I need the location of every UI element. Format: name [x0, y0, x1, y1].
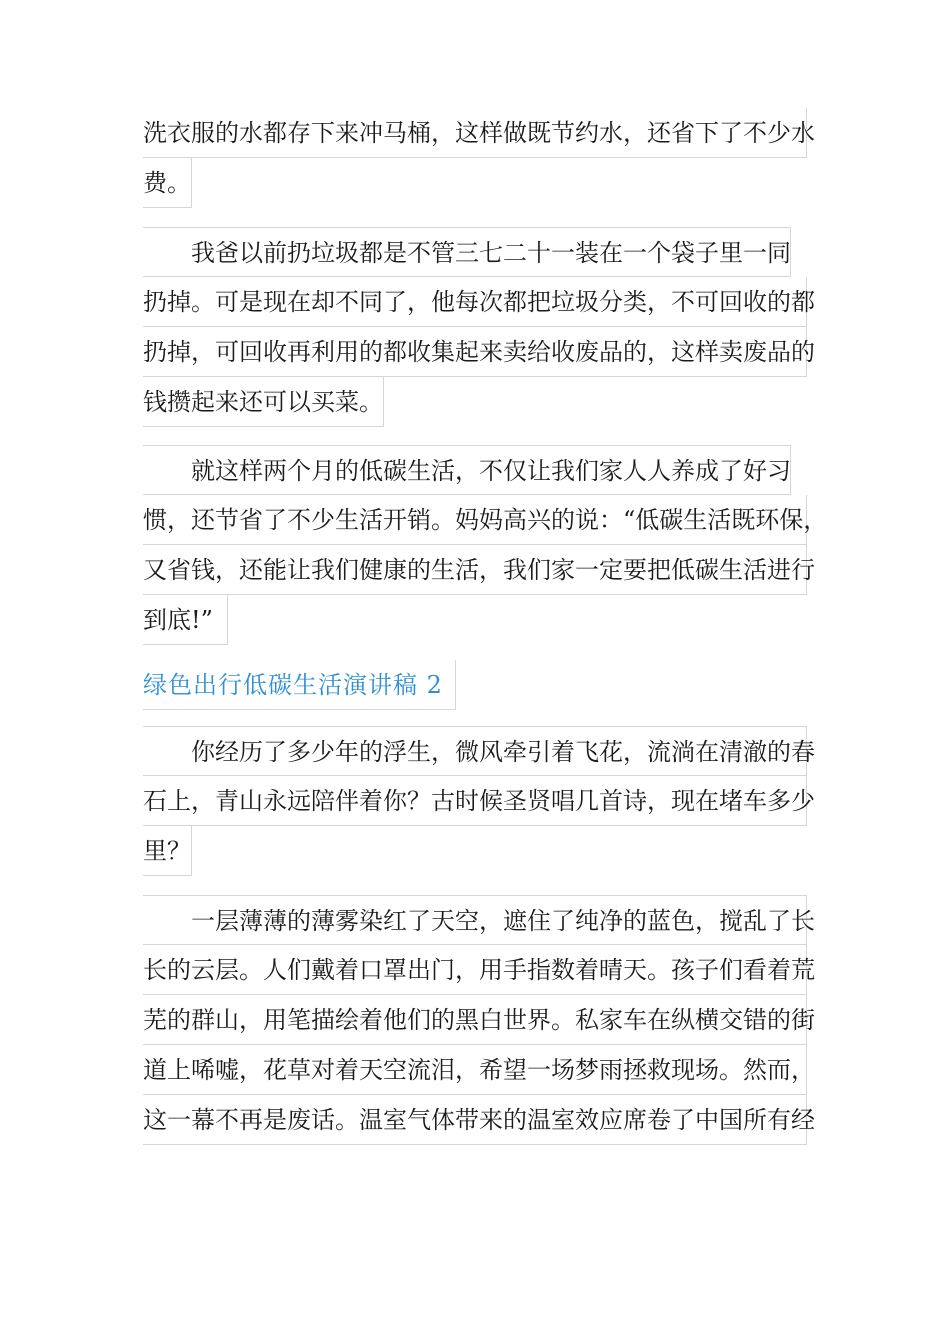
text-line-content: 就这样两个月的低碳生活，不仅让我们家人人养成了好习 [191, 457, 791, 485]
text-line: 到底!” [143, 595, 228, 645]
section-heading: 绿色出行低碳生活演讲稿 2 [143, 660, 456, 710]
text-line: 费。 [143, 158, 192, 208]
text-line: 扔掉，可回收再利用的都收集起来卖给收废品的，这样卖废品的 [143, 327, 807, 377]
text-line-content: 你经历了多少年的浮生，微风牵引着飞花，流淌在清澈的春 [191, 738, 815, 766]
text-line: 钱攒起来还可以买菜。 [143, 377, 384, 427]
text-line: 芜的群山，用笔描绘着他们的黑白世界。私家车在纵横交错的街 [143, 995, 807, 1045]
text-line-content: 一层薄薄的薄雾染红了天空，遮住了纯净的蓝色，搅乱了长 [191, 907, 815, 935]
text-line: 扔掉。可是现在却不同了，他每次都把垃圾分类，不可回收的都 [143, 277, 807, 327]
text-line: 石上，青山永远陪伴着你？古时候圣贤唱几首诗，现在堵车多少 [143, 776, 807, 826]
text-line-indented [143, 726, 815, 776]
text-line: 道上唏嘘，花草对着天空流泪，希望一场梦雨拯救现场。然而， [143, 1045, 807, 1095]
text-line: 这一幕不再是废话。温室气体带来的温室效应席卷了中国所有经 [143, 1095, 807, 1145]
text-line: 长的云层。人们戴着口罩出门，用手指数着晴天。孩子们看着荒 [143, 945, 807, 995]
text-line-content: 我爸以前扔垃圾都是不管三七二十一装在一个袋子里一同 [191, 239, 791, 267]
text-line: 洗衣服的水都存下来冲马桶，这样做既节约水，还省下了不少水 [143, 108, 807, 158]
text-line: 里？ [143, 826, 192, 876]
text-line-indented [143, 445, 791, 495]
text-line-indented [143, 227, 791, 277]
text-line: 惯，还节省了不少生活开销。妈妈高兴的说：“低碳生活既环保， [143, 495, 807, 545]
text-line: 又省钱，还能让我们健康的生活，我们家一定要把低碳生活进行 [143, 545, 807, 595]
text-line-indented [143, 895, 815, 945]
